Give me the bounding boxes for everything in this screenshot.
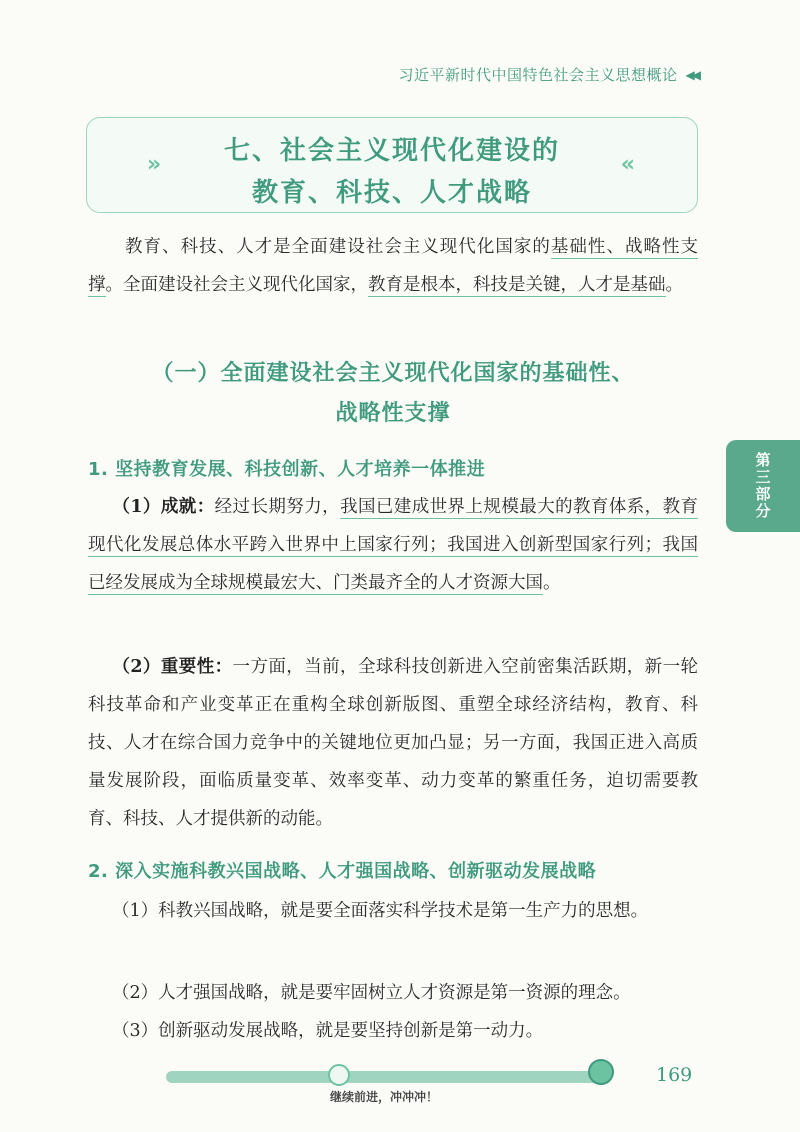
strategy-text: （3）创新驱动发展战略，就是要坚持创新是第一动力。 [112, 1021, 544, 1041]
footer-progress-bar [166, 1071, 602, 1083]
strategy-text: （1）科教兴国战略，就是要全面落实科学技术是第一生产力的思想。 [112, 901, 649, 921]
intro-paragraph [88, 228, 698, 304]
intro-text: 。全面建设社会主义现代化国家， [105, 275, 368, 295]
intro-text: 。 [665, 275, 683, 295]
chapter-title-line-1: 七、社会主义现代化建设的 [223, 136, 560, 166]
section-heading-line-1: （一）全面建设社会主义现代化国家的基础性、 [151, 361, 635, 386]
subsection-heading-1: 1. 坚持教育发展、科技创新、人才培养一体推进 [88, 459, 486, 480]
item-label: （1）成就： [112, 497, 215, 517]
item-text: 经过长期努力， [214, 497, 341, 517]
footer-bar-knob-icon [328, 1064, 350, 1086]
chapter-title-line-2: 教育、科技、人才战略 [251, 178, 532, 208]
strategy-paragraph-3 [88, 1012, 698, 1050]
importance-paragraph [88, 648, 698, 838]
achievement-paragraph [88, 488, 698, 602]
item-text: 。 [543, 573, 561, 593]
page-number: 169 [656, 1064, 693, 1086]
section-heading-line-2: 战略性支撑 [335, 401, 451, 426]
strategy-text: （2）人才强国战略，就是要牢固树立人才资源是第一资源的理念。 [112, 983, 631, 1003]
section-heading [88, 354, 698, 434]
double-chevron-left-icon: « [620, 152, 631, 177]
side-tab-label: 第三部分 [753, 452, 772, 520]
footer-bar-end-icon [588, 1059, 614, 1085]
subsection-heading-2: 2. 深入实施科教兴国战略、人才强国战略、创新驱动发展战略 [88, 861, 597, 882]
part-side-tab[interactable] [726, 440, 800, 532]
chapter-title-box [86, 117, 698, 213]
running-title: 习近平新时代中国特色社会主义思想概论 [398, 66, 678, 84]
item-label: （2）重要性： [112, 657, 233, 677]
item-text: 一方面，当前，全球科技创新进入空前密集活跃期，新一轮科技革命和产业变革正在重构全球创新版图、重塑全球经济结构，教育、科技、人才在综合国力竞争中的关键地位更加凸显；另一方面，我国正进入高质量发展阶段，面临质量变革、效率变革、动力变革的繁重任务，迫切需要教育、科技、人才提供新的动能。 [88, 657, 698, 829]
double-chevron-right-icon: » [147, 152, 158, 177]
intro-underlined-2: 教育是根本，科技是关键，人才是基础 [368, 275, 666, 295]
running-header [399, 64, 698, 85]
strategy-paragraph-2 [88, 974, 698, 1012]
double-chevron-left-icon: ◀◀ [685, 67, 698, 82]
item-underlined-text: 我国已建成世界上规模最大的教育体系，教育现代化发展总体水平跨入世界中上国家行列；我国进入创新型国家行列；我国已经发展成为全球规模最宏大、门类最齐全的人才资源大国 [88, 497, 698, 593]
intro-underlined-1: 基础性、战略性支撑 [88, 237, 699, 295]
strategy-paragraph-1 [88, 892, 698, 930]
footer-slogan: 继续前进，冲冲冲！ [330, 1090, 439, 1104]
intro-text: 教育、科技、人才是全面建设社会主义现代化国家的 [124, 237, 551, 257]
